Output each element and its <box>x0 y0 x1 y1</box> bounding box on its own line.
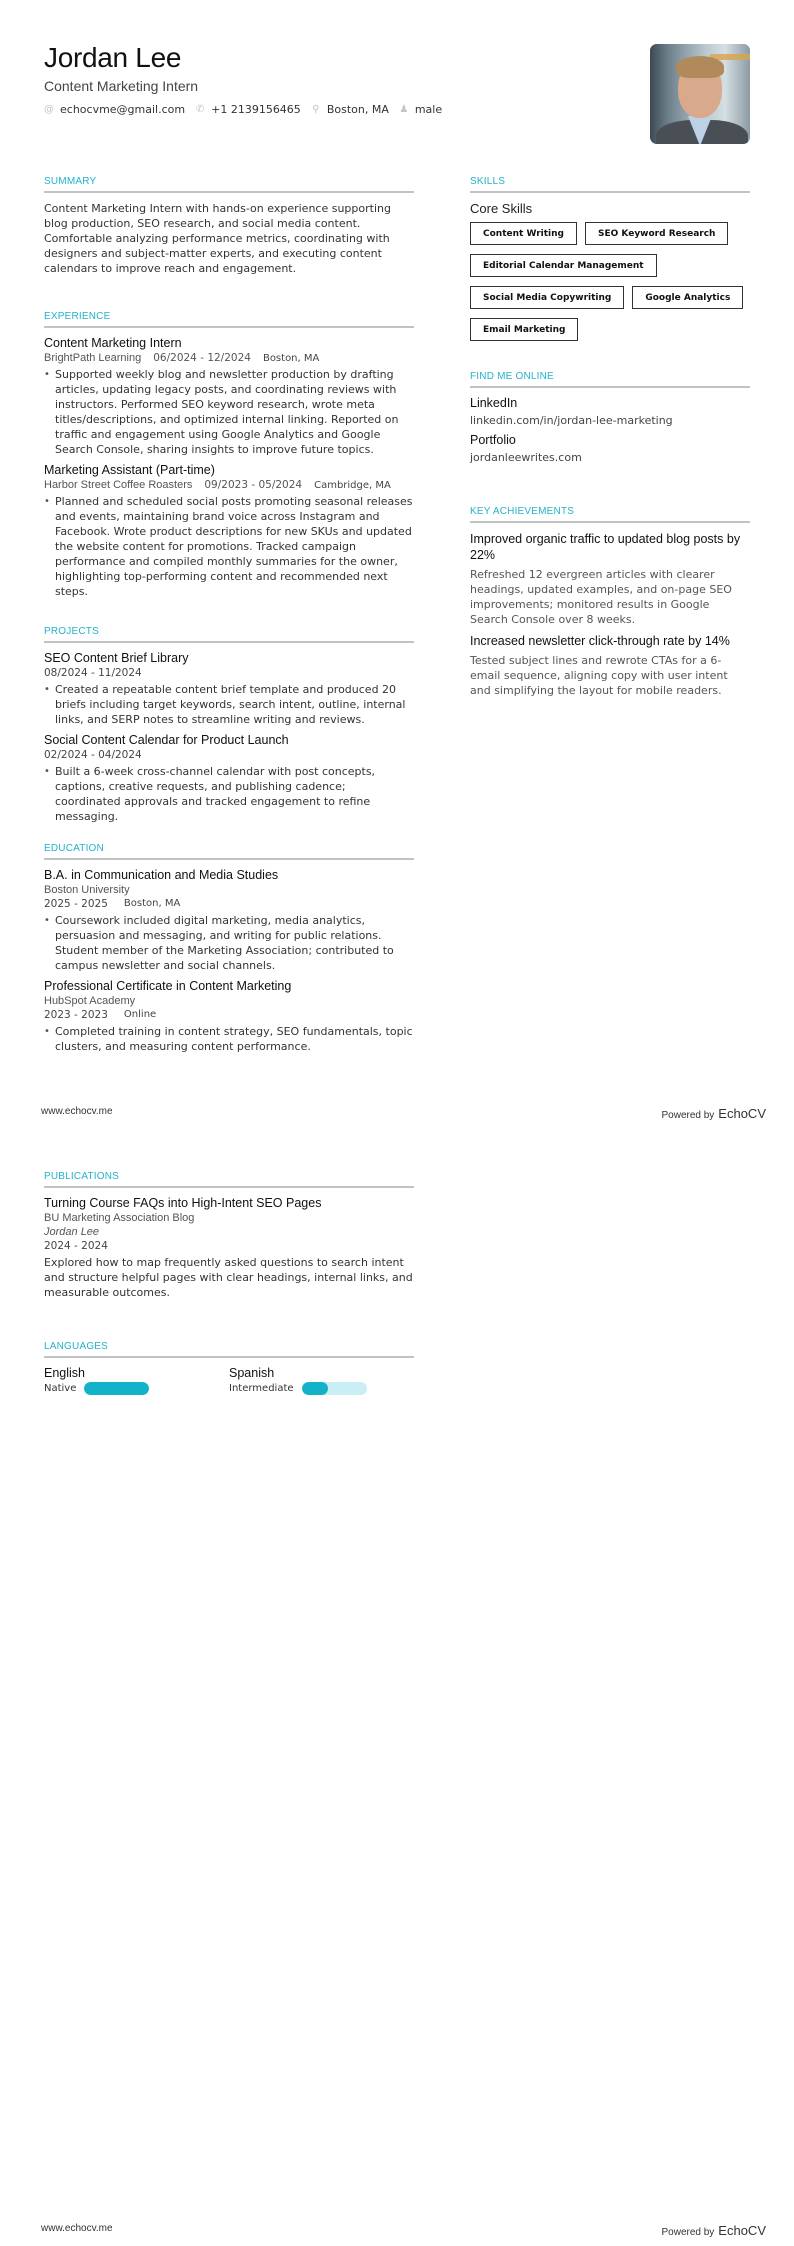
achievement-desc: Refreshed 12 evergreen articles with clearer headings, updated examples, and on-page SEO improvements; monitored results in Google Search Console over 8 weeks. <box>470 568 732 626</box>
skills-section <box>470 176 750 341</box>
email-value: echocvme@gmail.com <box>60 103 186 116</box>
publication-title: Turning Course FAQs into High-Intent SEO Pages <box>44 1196 322 1210</box>
publication-publisher: BU Marketing Association Blog <box>44 1212 195 1224</box>
portfolio-label: Portfolio <box>470 433 516 447</box>
contact-row <box>44 103 442 116</box>
education-section <box>44 843 414 1060</box>
languages-section <box>44 1341 414 1395</box>
footer-website-link[interactable]: www.echocv.me <box>41 2223 113 2234</box>
at-icon: @ <box>44 104 54 115</box>
powered-by[interactable] <box>661 1106 766 1121</box>
section-heading: FIND ME ONLINE <box>470 371 750 388</box>
degree-title: B.A. in Communication and Media Studies <box>44 868 279 882</box>
skill-chips <box>470 222 755 341</box>
language-name: Spanish <box>229 1366 275 1380</box>
page-footer <box>0 1106 794 1121</box>
section-heading: PUBLICATIONS <box>44 1171 414 1188</box>
language-level: Native <box>44 1383 77 1394</box>
summary-text: Content Marketing Intern with hands-on experience supporting blog production, SEO research, and social media content. Comfortable analyzing performance metrics, coordinating with designers and subject-matter experts, and executing content calendars to improve reach and engagement. <box>44 202 391 275</box>
publication-author: Jordan Lee <box>44 1226 100 1238</box>
projects-section <box>44 626 414 830</box>
education-bullet: • Completed training in content strategy, SEO fundamentals, topic clusters, and measuring content performance. <box>44 1024 414 1054</box>
section-heading: EXPERIENCE <box>44 311 414 328</box>
degree-title: Professional Certificate in Content Marketing <box>44 979 292 993</box>
experience-item <box>44 463 414 599</box>
section-heading: EDUCATION <box>44 843 414 860</box>
brand-logo: EchoCV <box>718 1106 766 1121</box>
project-title: Social Content Calendar for Product Launch <box>44 733 289 747</box>
skill-chip: SEO Keyword Research <box>585 222 728 245</box>
achievements-section <box>470 506 750 704</box>
location-value: Boston, MA <box>326 103 389 116</box>
skill-chip: Content Writing <box>470 222 577 245</box>
powered-by-label: Powered by <box>661 1110 715 1121</box>
project-title: SEO Content Brief Library <box>44 651 189 665</box>
education-bullet: • Coursework included digital marketing, media analytics, persuasion and messaging, and writing for public relations. Student member of the Marketing Association; contributed to campus newsletter and social channels. <box>44 913 414 973</box>
avatar <box>650 44 750 144</box>
project-item <box>44 733 414 824</box>
footer-website-link[interactable]: www.echocv.me <box>41 1106 113 1117</box>
section-heading: SKILLS <box>470 176 750 193</box>
education-dates: 2025 - 2025 <box>44 898 108 910</box>
project-bullet: • Created a repeatable content brief template and produced 20 briefs including target keywords, search intent, outline, internal links, and SERP notes to streamline writing and reviews. <box>44 682 414 727</box>
education-dates: 2023 - 2023 <box>44 1009 108 1021</box>
contact-phone[interactable] <box>195 103 301 116</box>
job-location: Cambridge, MA <box>314 480 391 491</box>
section-heading: PROJECTS <box>44 626 414 643</box>
skill-chip: Google Analytics <box>632 286 743 309</box>
phone-value: +1 2139156465 <box>211 103 301 116</box>
language-item <box>229 1366 414 1395</box>
job-title: Marketing Assistant (Part-time) <box>44 463 215 477</box>
proficiency-bar <box>84 1382 149 1395</box>
language-item <box>44 1366 229 1395</box>
education-item <box>44 868 414 973</box>
achievement-title: Improved organic traffic to updated blog posts by 22% <box>470 532 741 562</box>
linkedin-link[interactable]: linkedin.com/in/jordan-lee-marketing <box>470 414 673 427</box>
section-heading: SUMMARY <box>44 176 414 193</box>
contact-email[interactable] <box>44 103 185 116</box>
section-heading: KEY ACHIEVEMENTS <box>470 506 750 523</box>
language-name: English <box>44 1366 85 1380</box>
education-item <box>44 979 414 1054</box>
job-title: Content Marketing Intern <box>44 336 182 350</box>
candidate-name: Jordan Lee <box>44 42 182 73</box>
phone-icon: ✆ <box>195 104 205 115</box>
skill-group-title: Core Skills <box>470 201 533 216</box>
resume-page-2 <box>0 1123 794 2246</box>
education-location: Online <box>123 1009 157 1020</box>
job-bullet: • Supported weekly blog and newsletter production by drafting articles, updating legacy posts, and coordinating reviews with instructors. Performed SEO keyword research, wrote meta titles/descriptions, and optimized internal linking. Reported on traffic and engagement using Google Analytics and Google Search Console, sharing insights to improve future topics. <box>44 367 414 457</box>
job-bullet: • Planned and scheduled social posts promoting seasonal releases and events, maintaining brand voice across Instagram and Facebook. Wrote product descriptions for new SKUs and updated the website content for promotions. Tracked campaign performance and compiled monthly summaries for the owner, highlighting top-performing content and recommended next steps. <box>44 494 414 599</box>
achievement-title: Increased newsletter click-through rate by 14% <box>470 634 730 648</box>
project-dates: 02/2024 - 04/2024 <box>44 749 142 761</box>
language-level: Intermediate <box>229 1383 294 1394</box>
candidate-title: Content Marketing Intern <box>44 78 199 94</box>
powered-by-label: Powered by <box>661 2227 715 2238</box>
education-location: Boston, MA <box>123 898 181 909</box>
company-name: Harbor Street Coffee Roasters <box>44 479 193 491</box>
summary-section <box>44 176 414 276</box>
job-dates: 06/2024 - 12/2024 <box>153 352 251 364</box>
publications-section <box>44 1171 414 1300</box>
experience-section <box>44 311 414 605</box>
person-icon: ♟ <box>399 104 409 115</box>
school-name: Boston University <box>44 884 130 896</box>
school-name: HubSpot Academy <box>44 995 136 1007</box>
publication-desc: Explored how to map frequently asked questions to search intent and structure helpful pages with clear headings, internal links, and measurable outcomes. <box>44 1256 413 1299</box>
experience-item <box>44 336 414 457</box>
section-heading: LANGUAGES <box>44 1341 414 1358</box>
project-dates: 08/2024 - 11/2024 <box>44 667 142 679</box>
page-footer <box>0 2223 794 2238</box>
portfolio-link[interactable]: jordanleewrites.com <box>470 451 582 464</box>
contact-location <box>311 103 389 116</box>
project-item <box>44 651 414 727</box>
publication-dates: 2024 - 2024 <box>44 1240 108 1252</box>
job-location: Boston, MA <box>262 353 320 364</box>
powered-by[interactable] <box>661 2223 766 2238</box>
skill-chip: Social Media Copywriting <box>470 286 624 309</box>
gender-value: male <box>414 103 443 116</box>
location-pin-icon: ⚲ <box>312 104 320 115</box>
brand-logo: EchoCV <box>718 2223 766 2238</box>
contact-gender <box>399 103 442 116</box>
linkedin-label: LinkedIn <box>470 396 518 410</box>
project-bullet: • Built a 6-week cross-channel calendar with post concepts, captions, creative requests, and publishing cadence; coordinated approvals and tracked engagement to refine messaging. <box>44 764 414 824</box>
proficiency-bar <box>302 1382 367 1395</box>
company-name: BrightPath Learning <box>44 352 142 364</box>
skill-chip: Email Marketing <box>470 318 578 341</box>
skill-chip: Editorial Calendar Management <box>470 254 657 277</box>
online-section <box>470 371 750 470</box>
achievement-desc: Tested subject lines and rewrote CTAs for a 6-email sequence, aligning copy with user intent and simplifying the layout for mobile readers. <box>470 654 728 697</box>
job-dates: 09/2023 - 05/2024 <box>204 479 303 491</box>
